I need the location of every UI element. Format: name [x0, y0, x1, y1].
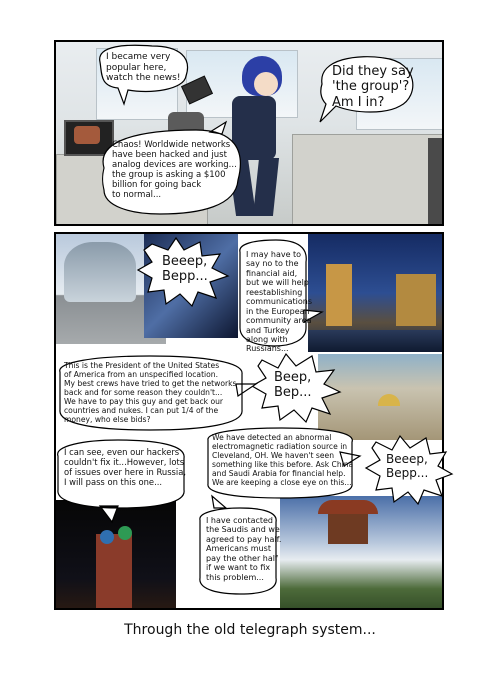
- shout-text-beep-3: Beeep, Bepp...: [386, 452, 429, 481]
- balloon-text-russia: I can see, even our hackers couldn't fix it...However, lots of issues over here in Russia, I will pass on this one...: [64, 447, 187, 487]
- balloon-text-eu: I may have to say no to the financial aid, but we will help reestablishing communications in the European community area and Turkey along with Russians...: [246, 250, 313, 354]
- caption: Through the old telegraph system...: [124, 622, 376, 638]
- balloon-text-popular: I became very popular here, watch the news!: [106, 52, 181, 84]
- balloon-text-cleveland: We have detected an abnormal electromagnetic radiation source in Cleveland, OH. We haven't seen something like this before. Ask China and Saudi Arabia for financial help. We are keeping a close eye on this...: [212, 433, 354, 487]
- balloon-text-usa: This is the President of the United States of America from an unspecified location. My best crews have tried to get the networks back and for some reason they couldn't... We have to pay this guy and get back our countries and nukes. I can put 1/4 of the money, who else bids?: [64, 361, 237, 424]
- shout-text-beep-2: Beep, Bep...: [274, 370, 312, 401]
- balloon-text-group: Did they say 'the group'? Am I in?: [332, 64, 414, 110]
- balloon-text-chaos: Chaos! Worldwide networks have been hacked and just analog devices are working... the group is asking a $100 billion for going back to normal...: [112, 140, 237, 201]
- shout-text-beep-1: Beeep, Bepp...: [162, 254, 208, 285]
- balloon-text-china: I have contacted the Saudis and we agreed to pay half. Americans must pay the other half if we want to fix this problem...: [206, 516, 282, 582]
